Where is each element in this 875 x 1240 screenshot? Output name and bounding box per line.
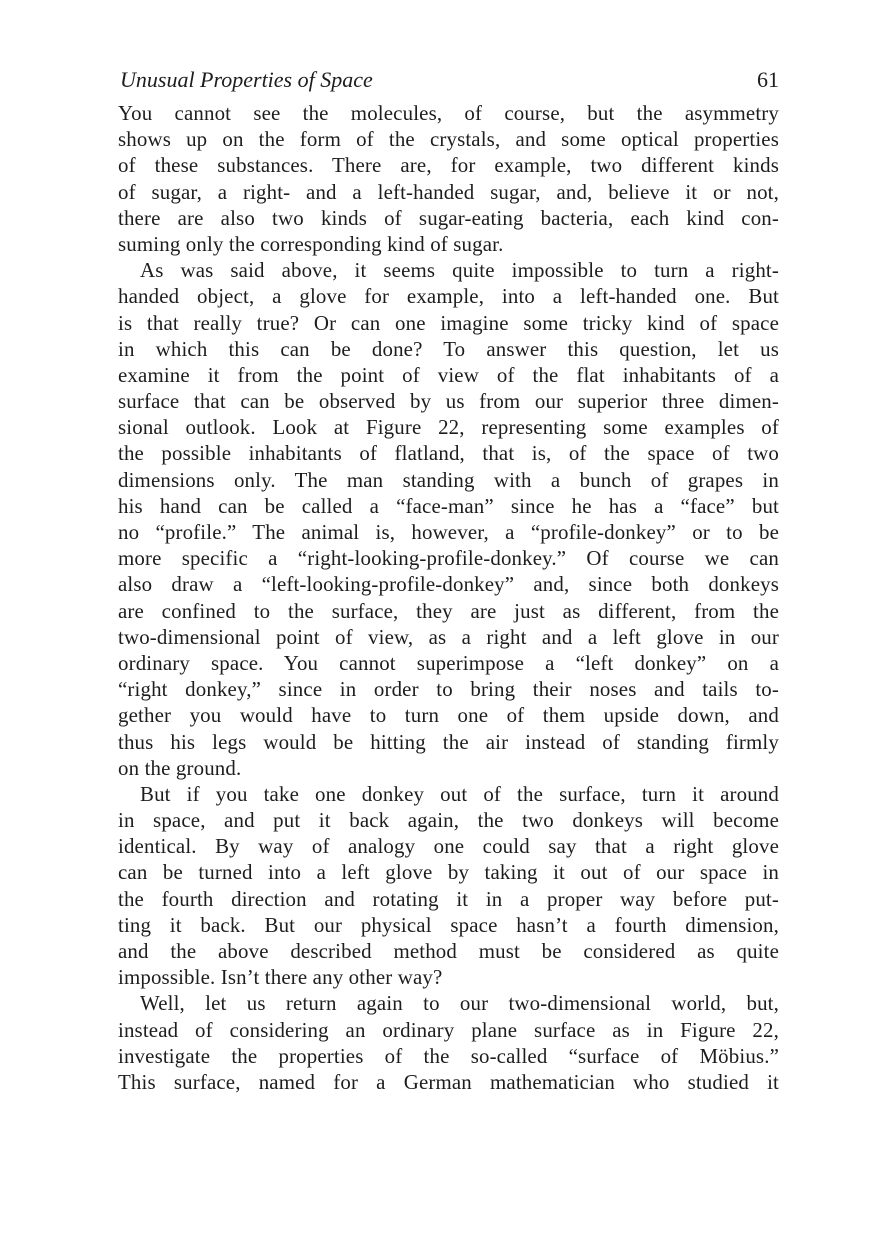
body-text bbox=[118, 100, 779, 1095]
text-line: can be turned into a left glove by taking it out of our space in bbox=[118, 860, 779, 885]
text-line: But if you take one donkey out of the surface, turn it around bbox=[140, 781, 779, 806]
text-line: handed object, a glove for example, into a left-handed one. But bbox=[118, 284, 779, 309]
text-line: You cannot see the molecules, of course, but the asymmetry bbox=[118, 101, 779, 125]
page-number: 61 bbox=[757, 67, 779, 92]
paragraph-4 bbox=[118, 990, 779, 1095]
text-line: there are also two kinds of sugar-eating bacteria, each kind con- bbox=[118, 205, 779, 230]
paragraph-1 bbox=[118, 100, 779, 257]
text-line: of these substances. There are, for example, two different kinds bbox=[118, 153, 779, 178]
running-title: Unusual Properties of Space bbox=[120, 67, 373, 92]
text-line: of sugar, a right- and a left-handed sugar, and, believe it or not, bbox=[118, 179, 779, 204]
text-line: more specific a “right-looking-profile-donkey.” Of course we can bbox=[118, 546, 779, 571]
text-line: instead of considering an ordinary plane surface as in Figure 22, bbox=[118, 1017, 779, 1042]
text-line: two-dimensional point of view, as a right and a left glove in our bbox=[118, 624, 779, 649]
text-line: on the ground. bbox=[118, 755, 242, 780]
text-line: thus his legs would be hitting the air instead of standing firmly bbox=[118, 729, 779, 754]
text-line: are confined to the surface, they are just as different, from the bbox=[118, 598, 779, 623]
text-line: “right donkey,” since in order to bring their noses and tails to- bbox=[118, 677, 779, 702]
text-line: no “profile.” The animal is, however, a “profile-donkey” or to be bbox=[118, 520, 779, 544]
text-line: is that really true? Or can one imagine some tricky kind of space bbox=[118, 310, 779, 335]
text-line: his hand can be called a “face-man” since he has a “face” but bbox=[118, 493, 779, 518]
text-line: As was said above, it seems quite impossible to turn a right- bbox=[140, 258, 779, 283]
text-line: the fourth direction and rotating it in a proper way before put- bbox=[118, 886, 779, 911]
paragraph-3 bbox=[118, 781, 779, 991]
text-line: suming only the corresponding kind of sugar. bbox=[118, 231, 504, 256]
text-line: examine it from the point of view of the flat inhabitants of a bbox=[118, 362, 779, 387]
paragraph-2 bbox=[118, 257, 779, 781]
text-line: surface that can be observed by us from our superior three dimen- bbox=[118, 389, 779, 414]
text-line: in space, and put it back again, the two donkeys will become bbox=[118, 808, 779, 833]
text-line: impossible. Isn’t there any other way? bbox=[118, 965, 443, 990]
text-line: ting it back. But our physical space hasn’t a fourth dimension, bbox=[118, 912, 779, 937]
text-line: This surface, named for a German mathematician who studied it bbox=[118, 1069, 779, 1094]
text-line: sional outlook. Look at Figure 22, representing some examples of bbox=[118, 415, 779, 440]
text-line: Well, let us return again to our two-dimensional world, but, bbox=[140, 991, 779, 1016]
text-line: ordinary space. You cannot superimpose a “left donkey” on a bbox=[118, 650, 779, 675]
running-head bbox=[118, 66, 779, 98]
text-line: and the above described method must be considered as quite bbox=[118, 939, 779, 963]
text-line: investigate the properties of the so-called “surface of Möbius.” bbox=[118, 1043, 779, 1068]
text-line: shows up on the form of the crystals, and some optical properties bbox=[118, 127, 779, 152]
text-line: the possible inhabitants of flatland, that is, of the space of two bbox=[118, 441, 779, 466]
text-line: dimensions only. The man standing with a bunch of grapes in bbox=[118, 467, 779, 492]
text-line: identical. By way of analogy one could say that a right glove bbox=[118, 834, 779, 859]
text-line: also draw a “left-looking-profile-donkey” and, since both donkeys bbox=[118, 572, 779, 597]
text-line: in which this can be done? To answer this question, let us bbox=[118, 336, 779, 361]
book-page bbox=[118, 66, 779, 1166]
text-line: gether you would have to turn one of them upside down, and bbox=[118, 703, 779, 728]
